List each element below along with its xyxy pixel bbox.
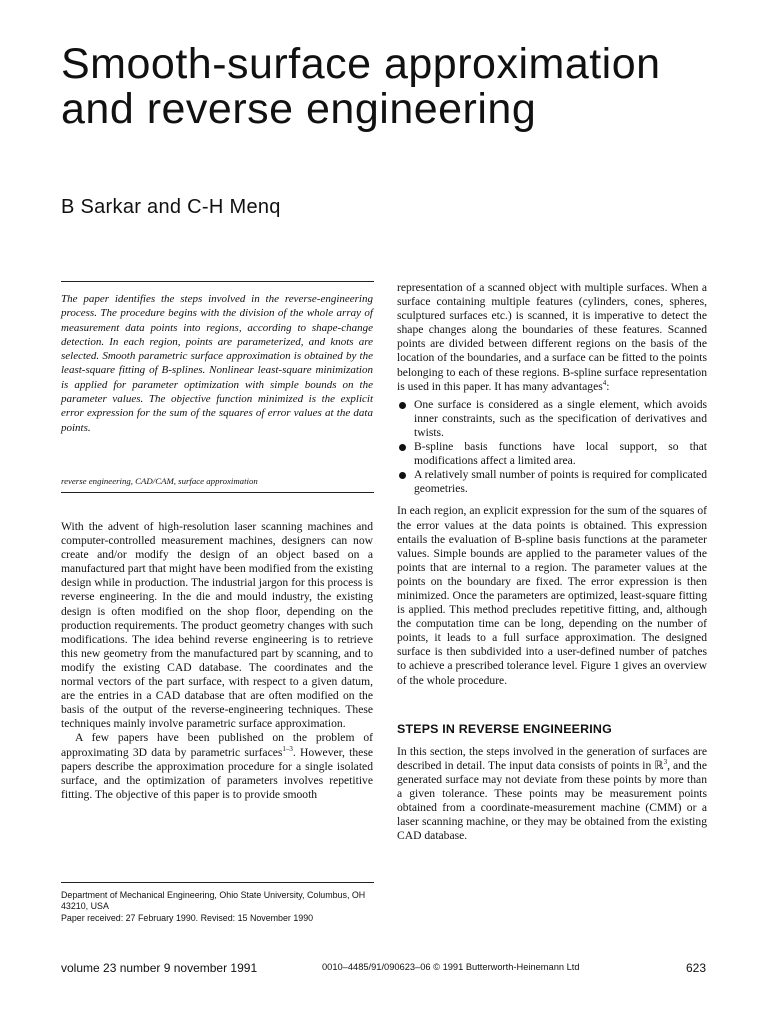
list-item-text: One surface is considered as a single element, which avoids inner constraints, such as the specification of derivatives and twists.	[414, 397, 707, 439]
bullet-icon	[399, 444, 406, 451]
bullet-icon	[399, 402, 406, 409]
intro-paragraph-1: With the advent of high-resolution laser scanning machines and computer-controlled measurement machines, designers can now create and/or modify the design of an object based on a manufactured part that might have been modified from the existing design while in production. The industrial jargon for this process is reverse engineering. In the die and mould industry, the existing design is often modified on the shop floor, depending on the production requirements. The product geometry changes with such modifications. The idea behind reverse engineering is to retrieve this new geometry from the manufactured part by scanning, and to modify the existing CAD database. The coordinates and the normal vectors of the part surface, with respect to a given datum, are the entries in a CAD database that are often modified on the basis of the output of the reverse-engineering techniques. These techniques mainly involve parametric surface approximation.	[61, 520, 373, 731]
keywords: reverse engineering, CAD/CAM, surface approximation	[61, 476, 258, 486]
citation-superscript: 4	[602, 378, 607, 387]
section-heading: STEPS IN REVERSE ENGINEERING	[397, 721, 612, 736]
affiliation-block	[61, 890, 373, 924]
paper-authors: B Sarkar and C-H Menq	[61, 196, 281, 218]
affiliation-rule	[61, 882, 374, 883]
right-column	[397, 281, 707, 843]
abstract: The paper identifies the steps involved in the reverse-engineering process. The procedure begins with the division of the whole array of measurement data points into regions, according to shape-change detection. In each region, points are parameterized, and knots are selected. Smooth parametric surface approximation is obtained by the least-square fitting of B-splines. Nonlinear least-square minimization is applied for parameter optimization with simple bounds on the parameter values. The objective function minimized is the explicit error expression for the sum of the squares of error values at the data points.	[61, 293, 373, 434]
list-item-text: A relatively small number of points is required for complicated geometries.	[414, 468, 707, 496]
right-paragraph-1-text-a: representation of a scanned object with multiple surfaces. When a surface containing multiple features (cylinders, cones, spheres, sculptured surfaces etc.) is scanned, it is imperative to detect the shape changes along the boundaries of these features. Scanned points are divided between different regions on the basis of the location of the boundaries, and a surface can be fitted to the points belonging to each of these regions. B-spline surface representation is used in this paper. It has many advantages	[397, 281, 707, 393]
list-item	[397, 440, 707, 468]
right-paragraph-3	[397, 745, 707, 844]
right-paragraph-3-text-a: In this section, the steps involved in the generation of surfaces are described in detail. The input data consists of points in ℝ	[397, 744, 707, 772]
right-paragraph-2: In each region, an explicit expression for the sum of the squares of the error values at the data points is obtained. This expression entails the evaluation of B-spline basis functions at the parameter values. Simple bounds are applied to the parameter values of the points that are internal to a region. The parameter values at the points on the boundary are fixed. The error expression is then minimized. Once the parameters are optimized, least-square fitting is applied. This method precludes repetitive fitting, and, although the computation time can be long, depending on the number of points, it leads to a full surface approximation. The designed surface is then subdivided into a user-defined number of patches to achieve a prescribed tolerance level. Figure 1 gives an overview of the whole procedure.	[397, 504, 707, 687]
bullet-icon	[399, 472, 406, 479]
superscript: 3	[663, 757, 668, 766]
paper-dates: Paper received: 27 February 1990. Revised: 15 November 1990	[61, 912, 314, 923]
abstract-top-rule	[61, 281, 374, 282]
page-number: 623	[686, 961, 707, 975]
copyright-code: 0010–4485/91/090623–06 © 1991 Butterworth-Heinemann Ltd	[322, 962, 580, 972]
journal-volume: volume 23 number 9 november 1991	[61, 961, 258, 975]
left-column	[61, 520, 373, 802]
right-paragraph-3-text-b: , and the generated surface may not deviate from these points by more than a given tolerance. These points may be measurement points obtained from a coordinate-measurement machine (CMM) or a laser scanning machine, or they may be obtained from the existing CAD database.	[397, 758, 707, 843]
intro-paragraph-2-text-a: A few papers have been published on the problem of approximating 3D data by parametric surfaces	[61, 731, 373, 759]
abstract-bottom-rule	[61, 492, 374, 493]
list-item-text: B-spline basis functions have local support, so that modifications affect a limited area.	[414, 440, 707, 468]
list-item	[397, 468, 707, 496]
citation-superscript: 1–3	[282, 744, 293, 753]
intro-paragraph-2-text-b: . However, these papers describe the approximation procedure for a single isolated surface, and the optimization of parameters involves repetitive fitting. The objective of this paper is to provide smooth	[61, 745, 373, 801]
intro-paragraph-2	[61, 731, 373, 801]
affiliation-address: Department of Mechanical Engineering, Ohio State University, Columbus, OH 43210, USA	[61, 890, 366, 912]
page-footer	[0, 961, 768, 977]
right-paragraph-1-text-b: :	[606, 379, 610, 393]
advantages-list	[397, 398, 707, 497]
paper-title: Smooth-surface approximation and reverse engineering	[61, 40, 661, 133]
list-item	[397, 398, 707, 440]
right-paragraph-1	[397, 281, 707, 394]
